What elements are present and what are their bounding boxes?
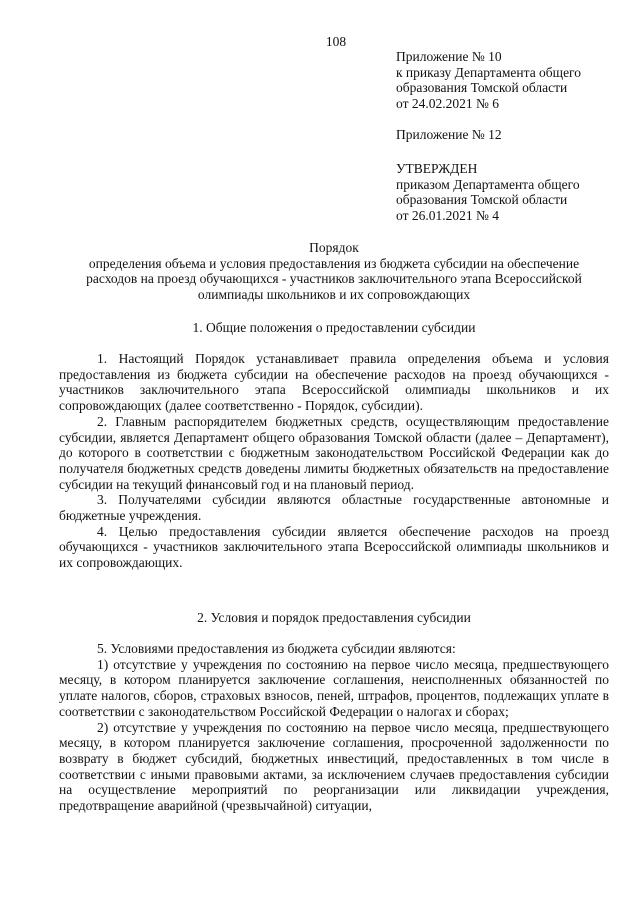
paragraph: 1) отсутствие у учреждения по состоянию на первое число месяца, предшествующего месяцу, в котором планируется заключение соглашения, неисполненных обязанностей по уплате налогов, сборов, страховых взносов, пеней, штрафов, процентов, подлежащих уплате в соответствии с законодательством Российской Федерации о налогах и сборах;	[59, 656, 609, 719]
document-title	[59, 240, 609, 303]
approved-block	[396, 161, 580, 223]
paragraph: 4. Целью предоставления субсидии является обеспечение расходов на проезд обучающихся - участников заключительного этапа Всероссийской олимпиады школьников и их сопровождающих.	[59, 523, 609, 571]
section-1-body	[59, 351, 609, 571]
title-line: расходов на проезд обучающихся - участников заключительного этапа Всероссийской	[86, 271, 582, 287]
approved-line: УТВЕРЖДЕН	[396, 161, 478, 176]
paragraph: 5. Условиями предоставления из бюджета субсидии являются:	[97, 641, 456, 656]
approved-line: приказом Департамента общего	[396, 176, 580, 192]
appendix-10-block	[396, 49, 581, 111]
appendix-10-line: к приказу Департамента общего	[396, 64, 582, 80]
approved-line: образования Томской области	[396, 192, 568, 207]
title-line: определения объема и условия предоставления из бюджета субсидии на обеспечение	[88, 255, 580, 271]
title-line: олимпиады школьников и их сопровождающих	[197, 287, 471, 303]
appendix-10-line: образования Томской области	[396, 80, 568, 95]
paragraph: 3. Получателями субсидии являются областные государственные автономные и бюджетные учреждения.	[59, 492, 609, 524]
paragraph: 2) отсутствие у учреждения по состоянию на первое число месяца, предшествующего месяцу, в котором планируется заключение соглашения, просроченной задолженности по возврату в бюджет субсидий, бюджетных инвестиций, предоставленных в том числе в соответствии с иными правовыми актами, за исключением случаев предоставления субсидии на осуществление мероприятий по реорганизации или ликвидации учреждения, предотвращение аварийной (чрезвычайной) ситуации,	[59, 719, 609, 814]
section-2-body	[59, 641, 609, 814]
approved-line: от 26.01.2021 № 4	[396, 207, 499, 223]
appendix-12-label: Приложение № 12	[396, 127, 502, 142]
title-heading: Порядок	[309, 240, 359, 255]
section-1-heading: 1. Общие положения о предоставлении субсидии	[192, 320, 476, 335]
paragraph: 1. Настоящий Порядок устанавливает правила определения объема и условия предоставления из бюджета субсидии на обеспечение расходов на проезд обучающихся - участников заключительного этапа Всероссийской олимпиады школьников и их сопровождающих (далее соответственно - Порядок, субсидии).	[59, 351, 609, 414]
page-number: 108	[325, 34, 347, 49]
paragraph: 2. Главным распорядителем бюджетных средств, осуществляющим предоставление субсидии, является Департамент общего образования Томской области (далее – Департамент), до которого в соответствии с бюджетным законодательством Российской Федерации как до получателя бюджетных средств доведены лимиты бюджетных обязательств на предоставление субсидии на текущий финансовый год и на плановый период.	[59, 413, 609, 492]
appendix-10-line: Приложение № 10	[396, 49, 502, 64]
appendix-10-line: от 24.02.2021 № 6	[396, 95, 499, 111]
appendix-12-block	[396, 127, 502, 143]
section-2-heading: 2. Условия и порядок предоставления субсидии	[197, 610, 471, 625]
